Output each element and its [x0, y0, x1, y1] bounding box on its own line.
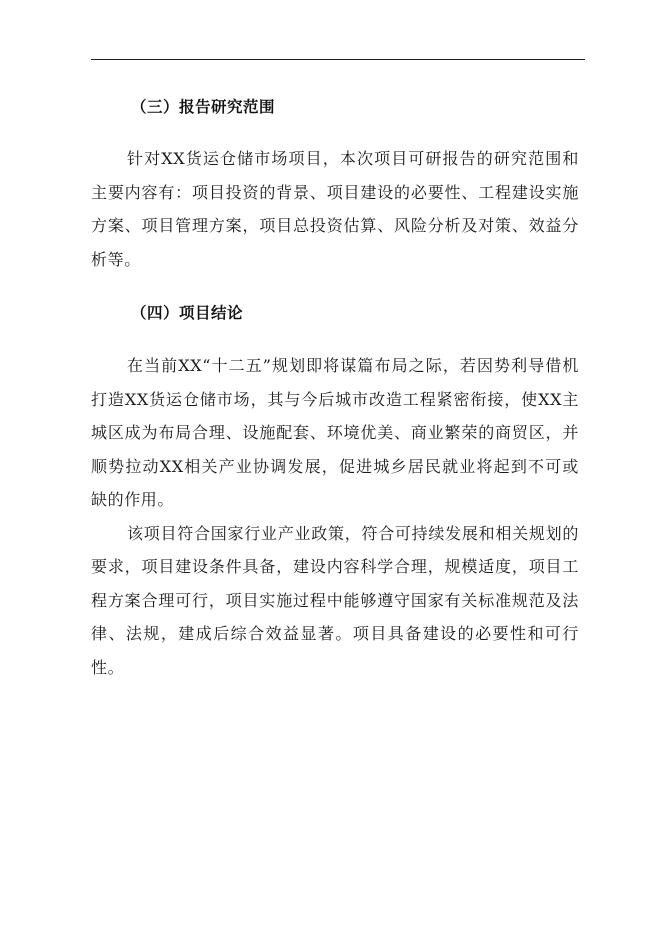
header-rule: [91, 59, 585, 60]
paragraph-conclusion-background: 在当前XX“十二五”规划即将谋篇布局之际，若因势利导借机打造XX货运仓储市场，其与今后城市改造工程紧密衔接，使XX主城区成为布局合理、设施配套、环境优美、商业繁荣的商贸区，并顺势拉动XX相关产业协调发展，促进城乡居民就业将起到不可或缺的作用。: [91, 356, 579, 509]
section-project-conclusion: [91, 298, 579, 684]
document-body: [91, 92, 579, 684]
section-heading-project-conclusion: （四）项目结论: [131, 304, 244, 322]
section-heading-research-scope: （三）报告研究范围: [131, 98, 276, 116]
paragraph-research-scope: 针对XX货运仓储市场项目，本次项目可研报告的研究范围和主要内容有：项目投资的背景、项目建设的必要性、工程建设实施方案、项目管理方案，项目总投资估算、风险分析及对策、效益分析等。: [91, 149, 579, 269]
section-research-scope: [91, 92, 579, 276]
paragraph-conclusion-feasibility: 该项目符合国家行业产业政策，符合可持续发展和相关规划的要求，项目建设条件具备，建设内容科学合理，规模适度，项目工程方案合理可行，项目实施过程中能够遵守国家有关标准规范及法律、法规，建成后综合效益显著。项目具备建设的必要性和可行性。: [91, 523, 579, 677]
